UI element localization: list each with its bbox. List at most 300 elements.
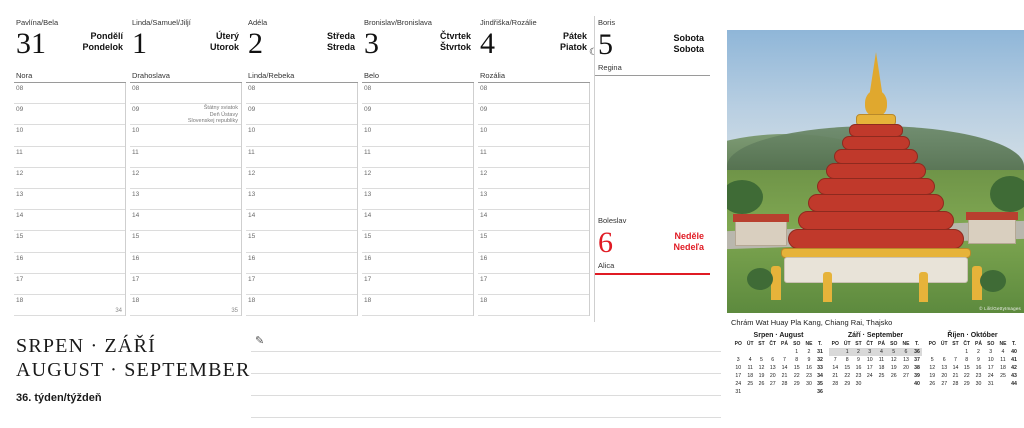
weekday: PÁ (878, 340, 885, 347)
hour-label: 18 (16, 296, 24, 304)
hour-row[interactable]: 17 (14, 274, 125, 295)
temple-finial (865, 90, 887, 116)
mini-day[interactable]: 14 (952, 364, 959, 371)
temple-structure (771, 52, 981, 302)
mini-day[interactable]: 16 (975, 364, 982, 371)
day-header (130, 29, 242, 69)
nameday-top: Boleslav (598, 216, 627, 225)
notes-area[interactable] (251, 330, 721, 418)
day-names (440, 29, 474, 53)
hour-row[interactable] (130, 295, 241, 316)
mini-day[interactable]: 26 (890, 372, 897, 379)
mini-day[interactable]: 26 (929, 380, 936, 387)
mini-week-row (926, 380, 1019, 388)
mini-day[interactable]: 15 (793, 364, 800, 371)
mini-day[interactable] (744, 388, 756, 396)
mini-day[interactable]: 16 (855, 364, 862, 371)
holiday-line-2: Deň Ústavy (209, 111, 238, 118)
mini-day[interactable]: 1 (795, 348, 799, 355)
mini-calendar-title: Srpen · August (753, 332, 804, 339)
mini-day[interactable]: 12 (890, 356, 897, 363)
hour-row[interactable]: 09 (14, 104, 125, 125)
hour-row[interactable]: 14 (362, 210, 473, 231)
mini-week-number: 42 (1011, 364, 1017, 371)
hour-row[interactable]: 15 (362, 231, 473, 252)
mini-day[interactable]: 3 (736, 356, 740, 363)
hour-row[interactable]: 10 (362, 125, 473, 146)
day-column-friday (478, 16, 598, 332)
mini-day[interactable]: 2 (977, 348, 980, 355)
hour-row[interactable]: 13 (362, 189, 473, 210)
golden-statue-left (771, 266, 781, 300)
week-marker: 34 (115, 308, 122, 315)
mini-day[interactable]: 9 (977, 356, 980, 363)
day-name-sk: Nedeľa (673, 242, 704, 252)
mini-week-row (732, 364, 825, 372)
photo-credit: © Lilit/GettyImages (979, 306, 1021, 311)
weekday: ČT (769, 340, 777, 347)
mini-week-row (829, 356, 922, 364)
mini-week-number: 31 (817, 348, 823, 355)
weekday: SO (793, 340, 801, 347)
hour-row[interactable]: 12 (14, 168, 125, 189)
mini-day[interactable]: 15 (844, 364, 851, 371)
hour-row[interactable]: 15 (246, 231, 357, 252)
weekday-header-row (732, 340, 825, 348)
mini-day[interactable] (779, 348, 791, 356)
hour-label: 09 (132, 106, 140, 114)
side-building-right (968, 218, 1016, 244)
mini-day[interactable]: 23 (855, 372, 862, 379)
hour-grid[interactable] (246, 83, 358, 316)
day-number: 31 (16, 27, 46, 60)
mini-day[interactable]: 20 (769, 372, 776, 379)
mini-week-number: 39 (914, 372, 920, 379)
hour-row[interactable]: 10 (478, 125, 589, 146)
mini-day[interactable]: 27 (941, 380, 948, 387)
nameday-top: Jindřiška/Rozálie (480, 18, 537, 27)
mini-day[interactable]: 19 (890, 364, 897, 371)
weekday: PO (928, 340, 936, 347)
hour-row[interactable]: 11 (14, 147, 125, 168)
hour-grid[interactable] (14, 83, 126, 316)
mini-day-sunday[interactable]: 2 (807, 348, 811, 355)
mini-day[interactable] (767, 388, 779, 396)
note-line[interactable] (251, 330, 721, 352)
mini-day[interactable]: 14 (832, 364, 839, 371)
mini-day[interactable]: 22 (793, 372, 800, 379)
mini-day[interactable]: 22 (963, 372, 970, 379)
mini-day-sunday[interactable]: 25 (1000, 372, 1006, 379)
day-name-cz: Neděle (674, 231, 704, 241)
hour-row[interactable]: 08 (130, 83, 241, 104)
nameday-bottom: Alica (595, 259, 710, 275)
day-header (595, 29, 710, 61)
mini-day-sunday[interactable]: 11 (1000, 356, 1006, 363)
mini-day[interactable]: 17 (987, 364, 994, 371)
hour-row[interactable]: 14 (130, 210, 241, 231)
mini-day[interactable]: 30 (855, 380, 862, 387)
mini-day[interactable]: 10 (735, 364, 742, 371)
hour-row[interactable]: 15 (130, 231, 241, 252)
mini-day[interactable]: 17 (866, 364, 873, 371)
hour-row[interactable]: 17 (130, 274, 241, 295)
mini-week-row (829, 372, 922, 380)
mini-week-row (732, 380, 825, 388)
weekday: SO (890, 340, 898, 347)
mini-day[interactable] (779, 388, 791, 396)
mini-calendars (730, 332, 1024, 396)
mini-week-row (732, 372, 825, 380)
mini-day[interactable]: 8 (845, 356, 849, 363)
hour-row[interactable]: 17 (478, 274, 589, 295)
hour-row[interactable]: 10 (130, 125, 241, 146)
day-names (674, 29, 711, 55)
mini-day[interactable]: 5 (930, 356, 934, 363)
hour-row[interactable]: 13 (478, 189, 589, 210)
sunday-notes-area[interactable] (595, 275, 710, 321)
day-number: 4 (480, 27, 495, 60)
mini-calendar-table (829, 340, 922, 388)
mini-day[interactable]: 20 (941, 372, 948, 379)
mini-day[interactable]: 13 (769, 364, 776, 371)
hour-row[interactable]: 16 (14, 253, 125, 274)
day-header (595, 227, 710, 259)
holiday-line-1: Štátny sviatok (203, 105, 238, 112)
day-name-cz: Sobota (673, 33, 704, 43)
hour-row[interactable]: 16 (246, 253, 357, 274)
mini-day-sunday[interactable]: 30 (806, 380, 812, 387)
mini-day[interactable]: 29 (963, 380, 970, 387)
mini-day[interactable]: 21 (781, 372, 788, 379)
mini-day[interactable]: 5 (892, 348, 896, 355)
mini-day[interactable] (744, 348, 756, 356)
weekday: SO (987, 340, 995, 347)
day-name-cz: Čtvrtek (439, 31, 471, 41)
week-col-header: T. (915, 340, 919, 347)
hour-row[interactable]: 16 (362, 253, 473, 274)
hour-row[interactable]: 12 (478, 168, 589, 189)
mini-day-sunday[interactable]: 20 (903, 364, 909, 371)
weekday: ČT (866, 340, 874, 347)
mini-day[interactable]: 29 (844, 380, 851, 387)
week-col-header: T. (1012, 340, 1016, 347)
day-number: 6 (598, 226, 613, 259)
golden-statue-mid-left (823, 272, 832, 302)
hour-row[interactable]: 08 (362, 83, 473, 104)
temple-tier (817, 178, 935, 195)
nameday-top: Linda/Samuel/Jiljí (132, 18, 191, 27)
mini-day[interactable]: 12 (758, 364, 765, 371)
hour-row[interactable]: 15 (14, 231, 125, 252)
hour-row[interactable]: 11 (246, 147, 357, 168)
mini-day[interactable]: 27 (769, 380, 776, 387)
mini-day-sunday[interactable] (803, 388, 815, 396)
mini-day[interactable]: 11 (747, 364, 753, 371)
day-name-sk: Sobota (673, 44, 704, 54)
temple-tier (826, 163, 926, 179)
day-name-sk: Utorok (210, 42, 239, 52)
weekday: ST (855, 340, 862, 347)
hour-row[interactable]: 12 (362, 168, 473, 189)
day-header (478, 27, 598, 69)
mini-day[interactable] (767, 348, 779, 356)
day-name-sk: Piatok (559, 42, 587, 52)
weekday: ÚT (843, 340, 851, 347)
mini-day[interactable]: 2 (857, 348, 860, 355)
hour-row[interactable]: 08 (14, 83, 125, 104)
mini-day[interactable]: 15 (963, 364, 970, 371)
mini-day-sunday[interactable]: 6 (904, 348, 908, 355)
mini-day-sunday[interactable]: 9 (807, 356, 811, 363)
day-column-tuesday (130, 16, 246, 332)
hour-row[interactable]: 13 (246, 189, 357, 210)
mini-day[interactable]: 11 (878, 356, 885, 363)
mini-day[interactable]: 7 (833, 356, 837, 363)
mini-day[interactable]: 6 (771, 356, 775, 363)
mini-day-sunday[interactable]: 16 (806, 364, 812, 371)
hour-row[interactable]: 09 (362, 104, 473, 125)
mini-day[interactable]: 8 (965, 356, 969, 363)
mini-week-row (732, 348, 825, 356)
hour-row[interactable]: 14 (246, 210, 357, 231)
hour-row[interactable]: 13 (130, 189, 241, 210)
mini-day[interactable]: 4 (748, 356, 752, 363)
day-header (362, 29, 474, 69)
mini-day[interactable]: 31 (735, 388, 742, 395)
mini-day[interactable]: 24 (735, 380, 742, 387)
mini-week-number: 43 (1011, 372, 1017, 379)
weekday: ÚT (940, 340, 948, 347)
mini-day[interactable] (926, 348, 938, 356)
mini-week-row (732, 388, 825, 396)
mini-day-sunday[interactable]: 13 (903, 356, 909, 363)
hour-row[interactable]: 15 (478, 231, 589, 252)
weekend-column (594, 16, 712, 332)
hour-row[interactable]: 11 (362, 147, 473, 168)
mini-day[interactable] (876, 380, 888, 388)
mini-day[interactable]: 10 (866, 356, 873, 363)
note-line[interactable] (251, 396, 721, 418)
mini-week-number: 36 (914, 348, 920, 355)
mini-day[interactable]: 14 (781, 364, 788, 371)
nameday-top: Boris (598, 18, 616, 27)
sunday-block[interactable] (594, 214, 710, 322)
hour-row[interactable]: 08 (246, 83, 357, 104)
hour-row[interactable]: 12 (130, 168, 241, 189)
mini-day[interactable]: 24 (866, 372, 873, 379)
mini-day[interactable]: 13 (941, 364, 948, 371)
weekday: ČT (963, 340, 971, 347)
mini-day[interactable] (756, 348, 767, 356)
temple-tier (842, 136, 910, 150)
hour-row[interactable]: 09 (478, 104, 589, 125)
mini-calendar-september (827, 332, 924, 396)
mini-day[interactable]: 18 (747, 372, 754, 379)
mini-day[interactable]: 6 (942, 356, 946, 363)
mini-day[interactable]: 7 (783, 356, 786, 363)
mini-week-number: 40 (914, 380, 920, 387)
hour-row[interactable]: 17 (246, 274, 357, 295)
mini-day[interactable] (790, 388, 802, 396)
day-column-monday (14, 16, 130, 332)
mini-day[interactable]: 4 (880, 348, 883, 355)
hour-row[interactable]: 14 (14, 210, 125, 231)
month-title (16, 334, 251, 382)
mini-day[interactable]: 28 (952, 380, 959, 387)
mini-day[interactable]: 19 (929, 372, 936, 379)
week-marker: 35 (231, 308, 238, 315)
mini-day[interactable]: 12 (929, 364, 936, 371)
mini-day[interactable] (732, 348, 744, 356)
mini-week-number: 44 (1011, 380, 1017, 387)
mini-day[interactable]: 25 (747, 380, 754, 387)
nameday-bottom: Rozália (478, 69, 590, 83)
hour-row[interactable]: 10 (246, 125, 357, 146)
weekday: ST (952, 340, 959, 347)
mini-calendar-title: Září · September (847, 332, 904, 339)
mini-day[interactable]: 9 (857, 356, 860, 363)
hour-row[interactable]: 18 (478, 295, 589, 316)
hour-row[interactable]: 17 (362, 274, 473, 295)
mini-day[interactable]: 29 (793, 380, 800, 387)
mini-day[interactable] (756, 388, 767, 396)
mini-day[interactable]: 5 (760, 356, 763, 363)
hour-grid[interactable] (362, 83, 474, 316)
nameday-bottom: Linda/Rebeka (246, 69, 358, 83)
mini-day[interactable]: 3 (868, 348, 872, 355)
saturday-block[interactable] (594, 16, 710, 214)
note-line[interactable] (251, 352, 721, 374)
day-header (246, 29, 358, 69)
mini-day[interactable] (938, 348, 950, 356)
mini-day-sunday[interactable] (997, 380, 1009, 388)
weekday: NE (805, 340, 813, 347)
mini-day[interactable]: 1 (965, 348, 969, 355)
mini-day[interactable]: 22 (844, 372, 851, 379)
nameday-bottom: Drahoslava (130, 69, 242, 83)
mini-day[interactable]: 28 (781, 380, 788, 387)
mini-week-row (926, 348, 1019, 356)
tree (990, 176, 1024, 212)
nameday-bottom: Nora (14, 69, 126, 83)
mini-day[interactable]: 1 (845, 348, 849, 355)
hour-row[interactable]: 10 (14, 125, 125, 146)
nameday-bottom: Regina (595, 61, 710, 76)
weekday: NE (999, 340, 1007, 347)
mini-day[interactable] (887, 380, 899, 388)
mini-day-sunday[interactable] (900, 380, 912, 388)
mini-calendar-table (926, 340, 1019, 388)
mini-day[interactable]: 25 (878, 372, 885, 379)
mini-day[interactable]: 3 (989, 348, 993, 355)
day-name-cz: Úterý (215, 31, 239, 41)
mini-day[interactable]: 24 (987, 372, 994, 379)
hour-row[interactable]: 11 (130, 147, 241, 168)
nameday-bottom: Belo (362, 69, 474, 83)
mini-week-number: 36 (817, 388, 823, 395)
hour-label: 18 (132, 296, 140, 304)
mini-day[interactable]: 7 (954, 356, 957, 363)
weekday-header-row (829, 340, 922, 348)
weekday: ÚT (746, 340, 754, 347)
mini-day[interactable]: 17 (735, 372, 742, 379)
hour-row[interactable] (14, 295, 125, 316)
saturday-notes-area[interactable] (595, 76, 710, 194)
hour-row[interactable]: 16 (130, 253, 241, 274)
day-number: 5 (598, 28, 613, 61)
hour-row[interactable]: 11 (478, 147, 589, 168)
hour-row[interactable]: 08 (478, 83, 589, 104)
mini-day[interactable]: 30 (975, 380, 982, 387)
mini-day[interactable]: 21 (952, 372, 959, 379)
hour-row[interactable]: 13 (14, 189, 125, 210)
hour-row[interactable]: 18 (246, 295, 357, 316)
weekday: ST (758, 340, 765, 347)
week-number-label: 36. týden/týždeň (16, 392, 102, 404)
weekday: PO (734, 340, 742, 347)
mini-day-sunday[interactable]: 4 (1001, 348, 1005, 355)
mini-day[interactable] (829, 348, 841, 356)
hour-grid[interactable] (478, 83, 590, 316)
hour-row[interactable]: 18 (362, 295, 473, 316)
tree (747, 268, 773, 290)
week-col-header: T. (818, 340, 822, 347)
mini-day[interactable]: 28 (832, 380, 839, 387)
side-building-left (735, 220, 787, 246)
hour-grid[interactable] (130, 83, 242, 316)
side-building-left-roof (733, 214, 789, 222)
hour-row-holiday[interactable] (130, 104, 241, 125)
mini-week-number: 33 (817, 364, 823, 371)
mini-day-sunday[interactable]: 27 (903, 372, 909, 379)
mini-day[interactable] (864, 380, 876, 388)
mini-day[interactable]: 23 (975, 372, 982, 379)
month-title-sk: AUGUST · SEPTEMBER (16, 359, 251, 381)
weekday: NE (902, 340, 910, 347)
mini-day[interactable]: 8 (795, 356, 799, 363)
mini-week-number: 34 (817, 372, 823, 379)
mini-day-sunday[interactable]: 18 (1000, 364, 1006, 371)
mini-week-row (732, 356, 825, 364)
mini-week-row (829, 364, 922, 372)
mini-day[interactable]: 31 (987, 380, 994, 387)
day-names (210, 29, 242, 53)
mini-day[interactable] (950, 348, 961, 356)
hour-row[interactable]: 14 (478, 210, 589, 231)
nameday-top: Adéla (248, 18, 268, 27)
hour-row[interactable]: 09 (246, 104, 357, 125)
mini-day[interactable]: 19 (758, 372, 765, 379)
mini-week-row (926, 364, 1019, 372)
mini-day-sunday[interactable]: 23 (806, 372, 812, 379)
mini-day[interactable]: 18 (878, 364, 885, 371)
hour-row[interactable]: 16 (478, 253, 589, 274)
mini-week-row (926, 372, 1019, 380)
day-columns (14, 16, 721, 332)
note-line[interactable] (251, 374, 721, 396)
photo-panel (727, 0, 1024, 428)
mini-day[interactable]: 26 (758, 380, 765, 387)
weekday-header-row (926, 340, 1019, 348)
mini-calendar-october (924, 332, 1021, 396)
mini-calendar-table (732, 340, 825, 396)
mini-day[interactable]: 10 (987, 356, 994, 363)
mini-day[interactable]: 21 (832, 372, 839, 379)
hour-row[interactable]: 12 (246, 168, 357, 189)
day-column-wednesday (246, 16, 362, 332)
day-name-sk: Streda (326, 42, 355, 52)
